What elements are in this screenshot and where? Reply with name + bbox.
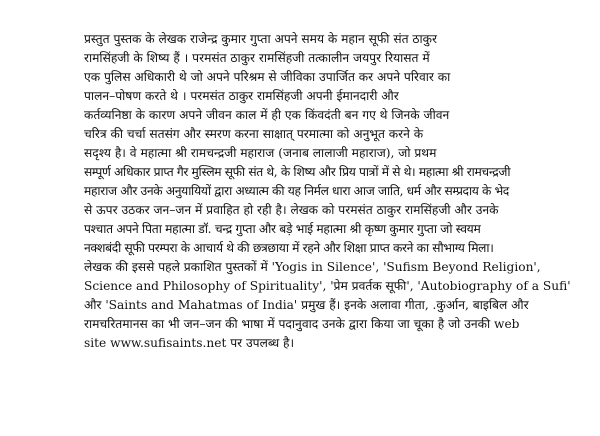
paragraph-line: और 'Saints and Mahatmas of India' प्रमुख हैं। इनके अलावा गीता, .कुर्आन, बाइबिल और [84, 298, 529, 312]
paragraph-line: नक्शबंदी सूफी परम्परा के आचार्य थे की छत्रछाया में रहने और शिक्षा प्राप्त करने का सौभाग्य मिला। [84, 241, 494, 255]
paragraph-line: सम्पूर्ण अधिकार प्राप्त गैर मुस्लिम सूफी संत थे, के शिष्य और प्रिय पात्रों में से थे। महात्मा श्री रामचन्द्रजी [84, 165, 511, 179]
paragraph-line: से ऊपर उठकर जन–जन में प्रवाहित हो रही है। लेखक को परमसंत ठाकुर रामसिंहजी और उनके [84, 203, 499, 217]
author-bio-paragraph [84, 30, 589, 353]
paragraph-line: सदृश्य है। वे महात्मा श्री रामचन्द्रजी महाराज (जनाब लालाजी महाराज), जो प्रथम [84, 146, 437, 160]
paragraph-line: एक पुलिस अधिकारी थे जो अपने परिश्रम से जीविका उपार्जित कर अपने परिवार का [84, 70, 451, 84]
paragraph-line: पालन–पोषण करते थे । परमसंत ठाकुर रामसिंहजी अपनी ईमानदारी और [84, 89, 399, 103]
paragraph-line: लेखक की इससे पहले प्रकाशित पुस्तकों में 'Yogis in Silence', 'Sufism Beyond Religion', [84, 260, 541, 274]
paragraph-line: प्रस्तुत पुस्तक के लेखक राजेन्द्र कुमार गुप्ता अपने समय के महान सूफी संत ठाकुर [84, 32, 437, 46]
paragraph-line: कर्तव्यनिष्ठा के कारण अपने जीवन काल में ही एक किंवदंती बन गए थे जिनके जीवन [84, 108, 450, 122]
paragraph-line: चरित्र की चर्चा सतसंग और स्मरण करना साक्षात् परमात्मा को अनुभूत करने के [84, 127, 424, 141]
paragraph-line: site www.sufisaints.net पर उपलब्ध है। [84, 336, 295, 350]
paragraph-line: पश्चात अपने पिता महात्मा डॉ. चन्द्र गुप्ता और बड़े भाई महात्मा श्री कृष्ण कुमार गुप्ता जो स्वयम [84, 222, 481, 236]
paragraph-line: रामसिंहजी के शिष्य हैं । परमसंत ठाकुर रामसिंहजी तत्कालीन जयपुर रियासत में [84, 51, 430, 65]
paragraph-line: रामचरितमानस का भी जन–जन की भाषा में पदानुवाद उनके द्वारा किया जा चूका है जो उनकी web [84, 317, 520, 331]
paragraph-line: महाराज और उनके अनुयायियों द्वारा अध्यात्म की यह निर्मल धारा आज जाति, धर्म और सम्प्रदाय के भेद [84, 184, 509, 198]
paragraph-line: Science and Philosophy of Spirituality', 'प्रेम प्रवर्तक सूफी', 'Autobiography of a Sufi' [84, 279, 571, 293]
